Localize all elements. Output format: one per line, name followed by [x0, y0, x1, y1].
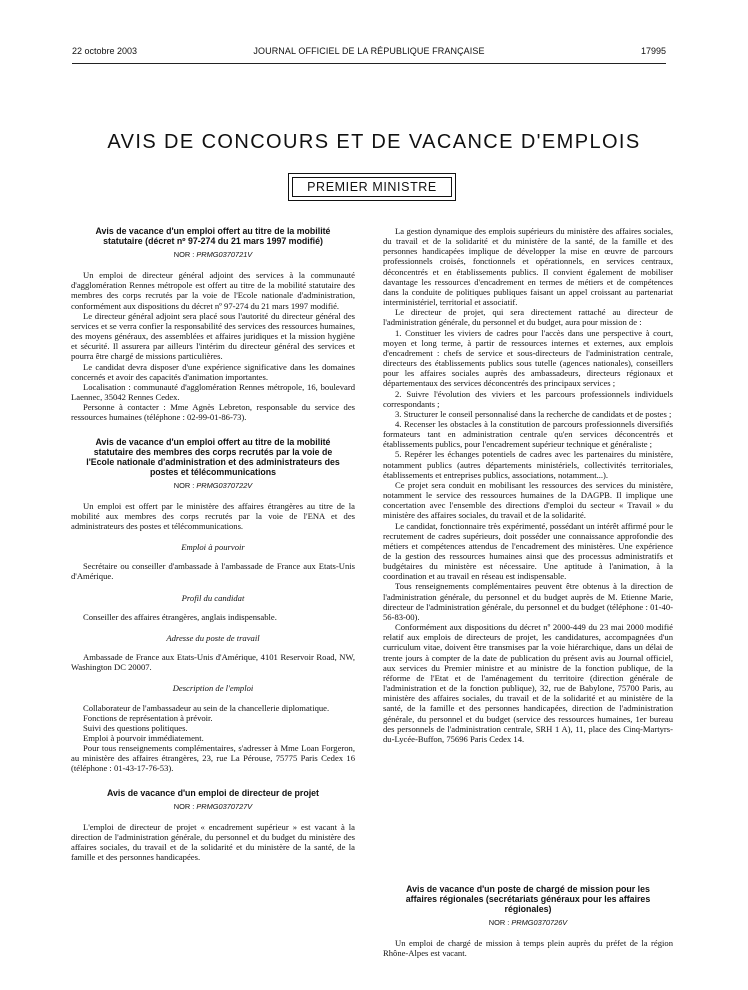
nor-reference: NOR : PRMG0370726V: [488, 918, 568, 927]
subheading: Adresse du poste de travail: [166, 632, 260, 643]
paragraph: Localisation : communauté d'agglomération Rennes métropole, 16, boulevard Laennec, 35042 Rennes Cedex.: [71, 381, 355, 403]
paragraph: L'emploi de directeur de projet « encadrement supérieur » est vacant à la direction de l'administration générale, du personnel et du budget du ministère des affaires sociales, du travail et de la solidarité et du ministère de la santé, de la famille et des personnes handicapées.: [71, 821, 355, 863]
journal-title: JOURNAL OFFICIEL DE LA RÉPUBLIQUE FRANÇAISE: [253, 46, 485, 56]
subheading: Emploi à pourvoir: [181, 542, 245, 553]
paragraph: Le directeur général adjoint sera placé sous l'autorité du directeur général des services et se verra confier la responsabilité des services des ressources humaines, des moyens généraux, des assemblées et affaires juridiques et la mission hygiène et sécurité. Il assurera par ailleurs l'intérim du directeur général des services et pourra être chargé de missions particulières.: [71, 310, 355, 362]
page-header: [72, 46, 666, 64]
paragraph: Un emploi de directeur général adjoint des services à la communauté d'agglomération Rennes métropole est offert au titre de la mobilité statutaire des membres des corps recrutés par la voie de l'Ecole nationale d'administration, conformément aux dispositions du décret nº 97-274 du 21 mars 1997 modifié.: [71, 270, 355, 311]
nor-reference: NOR : PRMG0370721V: [173, 250, 253, 259]
paragraph: 4. Recenser les obstacles à la constitution de parcours professionnels diversifiés formateurs tant en administration centrale qu'en services déconcentrés et établissements publics, pour l'encadrement supérieur technique et généraliste ;: [383, 418, 673, 450]
paragraph: Conformément aux dispositions du décret nº 2000-449 du 23 mai 2000 modifié relatif aux emplois de directeurs de projet, les candidatures, accompagnées d'un curriculum vitae, doivent être transmises par la voie hiérarchique, dans un délai de trente jours à compter de la date de publication du présent avis au Journal officiel, aux services du Premier ministre et au ministre de la fonction publique, de la réforme de l'Etat et de l'aménagement du territoire (direction générale de l'administration et de la fonction publique), 32, rue de Babylone, 75700 Paris, au ministère des affaires sociales, du travail et de la solidarité et au ministère de la santé, de la famille et des personnes handicapées, direction de l'administration générale, du personnel et du budget (service des ressources humaines, 1er bureau des personnels de l'administration centrale, SRH 1 A), 11, place des Cinq-Martyrs-du-Lycée-Buffon, 75696 Paris Cedex 14.: [383, 622, 673, 744]
paragraph: Emploi à pourvoir immédiatement.: [83, 733, 204, 743]
paragraph: 5. Repérer les échanges potentiels de cadres avec les partenaires du ministère, notamment publics (autres départements ministériels, collectivités territoriales, établissements et entreprises publics, associations, notamment...).: [383, 449, 673, 480]
paragraph: Tous renseignements complémentaires peuvent être obtenus à la direction de l'administration générale, du personnel et du budget auprès de M. Etienne Marie, directeur de l'administration générale, du personnel et du budget (téléphone : 01-40-56-83-00).: [383, 581, 673, 622]
subheading: Description de l'emploi: [172, 683, 254, 694]
paragraph: Pour tous renseignements complémentaires, s'adresser à Mme Loan Forgeron, au ministère des affaires étrangères, 23, rue La Pérouse, 75775 Paris Cedex 16 (téléphone : 01-43-17-76-53).: [71, 743, 355, 774]
paragraph: Un emploi de chargé de mission à temps plein auprès du préfet de la région Rhône-Alpes est vacant.: [383, 938, 673, 959]
paragraph: Fonctions de représentation à prévoir.: [83, 712, 213, 723]
paragraph: 1. Constituer les viviers de cadres pour l'accès dans une perspective à court, moyen et long terme, à partir de ressources internes et externes, aux emplois d'encadrement : chefs de service et sous-directeurs de l'administration centrale, directeurs des établissements publics sous tutelle (agences nationales), conseillers pour les affaires sociales auprès des ambassadeurs, directeurs régionaux et départementaux des services déconcentrés des principaux services ;: [383, 327, 673, 389]
section-title: PREMIER MINISTRE: [292, 177, 452, 197]
right-column: [383, 226, 673, 959]
paragraph: Secrétaire ou conseiller d'ambassade à l'ambassade de France aux Etats-Unis d'Amérique.: [71, 561, 355, 582]
paragraph: Ambassade de France aux Etats-Unis d'Amérique, 4101 Reservoir Road, NW, Washington DC 20007.: [71, 652, 355, 673]
paragraph: Personne à contacter : Mme Agnès Lebreton, responsable du service des ressources humaines (téléphone : 02-99-01-86-73).: [71, 402, 355, 423]
section-box: [288, 173, 456, 201]
nor-reference: NOR : PRMG0370722V: [173, 480, 253, 490]
paragraph: Le candidat devra disposer d'une expérience significative dans les domaines concernés et avoir des capacités d'animation importantes.: [71, 361, 355, 382]
notice-block: [383, 884, 673, 958]
paragraph: Ce projet sera conduit en mobilisant les ressources des services du ministère, notamment le service des ressources humaines de la DAGPB. Il implique une concertation avec l'ensemble des directions d'emploi du secteur « Travail » du ministère des affaires sociales, du travail et de la solidarité.: [383, 479, 673, 521]
notice-title: Avis de vacance d'un poste de chargé de mission pour les affaires régionales (secrétariats généraux pour les affaires régionales): [405, 884, 651, 914]
issue-date: 22 octobre 2003: [72, 46, 138, 56]
paragraph: Suivi des questions politiques.: [83, 722, 188, 733]
paragraph: La gestion dynamique des emplois supérieurs du ministère des affaires sociales, du travail et de la solidarité et du ministère de la santé, de la famille et des personnes handicapées implique de développer la mise en œuvre de parcours professionnels croisés, fonctionnels et opérationnels, en services centraux, déconcentrés et en établissements publics. Il convient également de mobiliser davantage les ressources d'encadrement en termes de métiers et de compétences dans la conduite de politiques publiques faisant un appel croissant au partenariat interministériel, territorial et associatif.: [383, 226, 673, 308]
notice-title: Avis de vacance d'un emploi de directeur de projet: [107, 787, 319, 798]
paragraph: 3. Structurer le conseil personnalisé dans la recherche de candidats et de postes ;: [395, 408, 672, 419]
paragraph: 2. Suivre l'évolution des viviers et les parcours professionnels individuels correspondants ;: [383, 388, 673, 409]
paragraph: Le candidat, fonctionnaire très expérimenté, possédant un intérêt affirmé pour le recrutement de cadres supérieurs, doit posséder une connaissance approfondie des métiers et compétences attendus de l'encadrement des ministères. Une expérience de la gestion des ressources humaines ainsi que des processus administratifs et budgétaires du ministère est nécessaire. Une aptitude à l'animation, à la coordination et au travail en réseau est indispensable.: [383, 520, 673, 582]
paragraph: Un emploi est offert par le ministère des affaires étrangères au titre de la mobilité aux membres des corps recrutés par la voie de l'ENA et des administrateurs des postes et télécommunications.: [71, 500, 355, 531]
paragraph: Conseiller des affaires étrangères, anglais indispensable.: [83, 611, 277, 622]
main-title: AVIS DE CONCOURS ET DE VACANCE D'EMPLOIS: [107, 131, 641, 154]
nor-reference: NOR : PRMG0370727V: [173, 801, 253, 811]
left-column: [71, 226, 355, 862]
subheading: Profil du candidat: [181, 592, 245, 603]
notice-title: Avis de vacance d'un emploi offert au titre de la mobilité statutaire des membres des corps recrutés par la voie de l'Ecole nationale d'administration et des administrateurs des postes et télécommunications: [86, 436, 340, 477]
page-number: 17995: [640, 46, 666, 56]
paragraph: Collaborateur de l'ambassadeur au sein de la chancellerie diplomatique.: [83, 702, 330, 713]
paragraph: Le directeur de projet, qui sera directement rattaché au directeur de l'administration générale, du personnel et du budget, aura pour mission de :: [383, 307, 673, 328]
notice-title: Avis de vacance d'un emploi offert au titre de la mobilité statutaire (décret nº 97-274 du 21 mars 1997 modifié): [95, 226, 331, 246]
